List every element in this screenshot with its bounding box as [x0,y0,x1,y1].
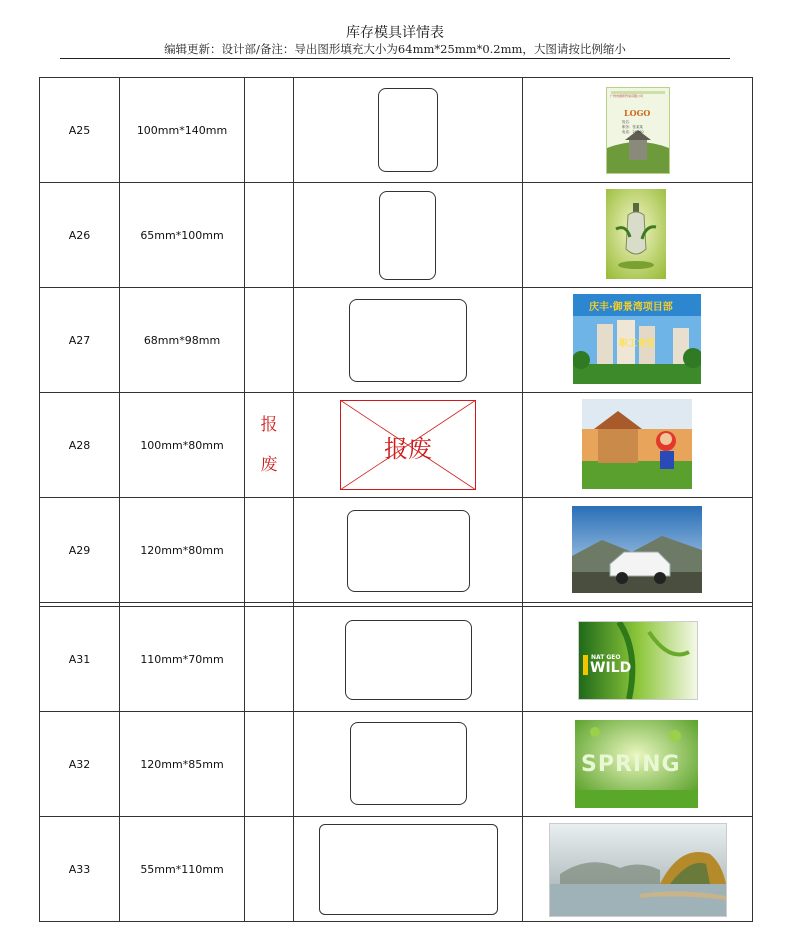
mould-note [245,712,294,817]
sample-thumbnail [575,720,698,808]
mould-note [245,288,294,393]
mould-size: 100mm*80mm [120,393,245,498]
mould-shape-cell [294,288,523,393]
table-row [40,78,753,183]
sample-cell [523,607,753,712]
sample-cell [523,288,753,393]
sample-thumbnail [606,87,670,174]
mould-code: A25 [40,78,120,183]
mould-size: 55mm*110mm [120,817,245,922]
mould-code: A26 [40,183,120,288]
mould-shape-cell [294,78,523,183]
sample-thumbnail [578,621,698,700]
mould-size: 65mm*100mm [120,183,245,288]
mould-note: 报废 [245,393,294,498]
sample-cell [523,78,753,183]
page-subtitle: 编辑更新：设计部/备注：导出图形填充大小为64mm*25mm*0.2mm，大图请按比例缩小 [164,42,626,56]
sample-thumbnail [573,294,701,384]
title-divider [60,58,730,59]
mould-outline [319,824,498,915]
mould-outline [347,510,470,592]
sample-line: 电话：20160 [622,130,644,134]
mould-code: A28 [40,393,120,498]
mould-outline [379,191,436,280]
table-row [40,393,753,498]
mould-shape-cell [294,498,523,603]
mould-table [39,77,752,922]
mould-code: A32 [40,712,120,817]
table-row [40,712,753,817]
mould-outline [350,722,467,805]
mould-shape-cell [294,817,523,922]
mould-note [245,183,294,288]
sample-top-text: 广州市国邦贸易有限公司 [610,94,644,98]
mould-note [245,78,294,183]
table-row [40,607,753,712]
mould-size: 68mm*98mm [120,288,245,393]
mould-code: A31 [40,607,120,712]
mould-shape-cell [294,607,523,712]
scrap-label: 报废 [384,435,432,463]
mould-outline [349,299,467,382]
mould-outline [378,88,438,172]
mould-note [245,607,294,712]
mould-size: 120mm*80mm [120,498,245,603]
sample-brand-big: WILD [590,660,632,676]
sample-cell [523,183,753,288]
page-title: 库存模具详情表 [346,25,444,41]
sample-cell [523,817,753,922]
sample-banner-text: 庆丰·御景湾项目部 [589,302,673,313]
sample-line: 职务：张某某 [622,125,643,129]
mould-note [245,498,294,603]
table-row [40,817,753,922]
sample-cell [523,712,753,817]
mould-code: A29 [40,498,120,603]
mould-note [245,817,294,922]
mould-shape-cell [294,712,523,817]
mould-size: 120mm*85mm [120,712,245,817]
sample-brand-small: NAT GEO [591,654,621,661]
sample-thumbnail [572,506,702,593]
mould-shape-cell [294,183,523,288]
mould-code: A33 [40,817,120,922]
mould-size: 110mm*70mm [120,607,245,712]
mould-code: A27 [40,288,120,393]
sample-thumbnail [582,399,692,489]
sample-cell [523,393,753,498]
sample-thumbnail [606,189,666,279]
sample-line: 姓名： [622,120,633,124]
sample-sign-text: 职工食堂 [619,339,656,349]
mould-outline [345,620,472,700]
sample-thumbnail [549,823,727,917]
mould-shape-cell [294,393,523,498]
table-row [40,288,753,393]
mould-size: 100mm*140mm [120,78,245,183]
table-row [40,498,753,603]
sample-logo-text: LOGO [624,108,651,118]
sample-cell [523,498,753,603]
sample-word: SPRING [581,752,681,777]
table-row [40,183,753,288]
